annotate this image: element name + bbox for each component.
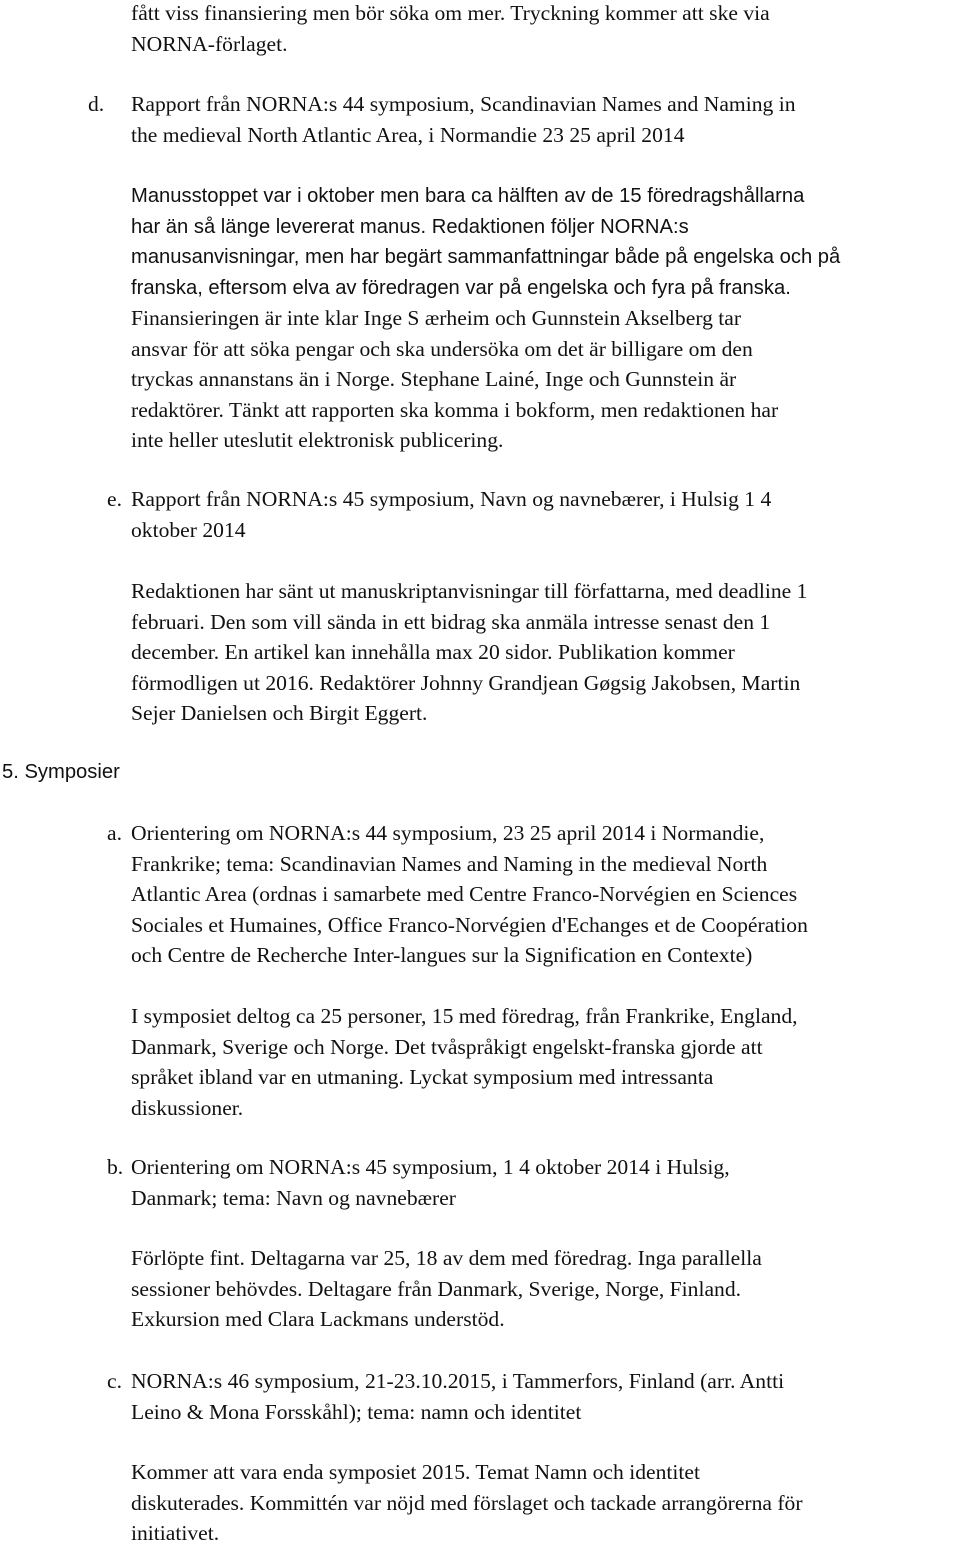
text-line: manusanvisningar, men har begärt sammanfattningar både på engelska och på — [131, 246, 841, 269]
text-line: och Centre de Recherche Inter-langues sur la Signification en Contexte) — [131, 943, 753, 968]
item-c-body — [131, 1457, 803, 1549]
continuation-paragraph — [131, 0, 770, 59]
text-line: Kommer att vara enda symposiet 2015. Temat Namn och identitet — [131, 1460, 700, 1484]
text-line: Danmark; tema: Navn og navnebærer — [131, 1185, 456, 1210]
text-line: redaktörer. Tänkt att rapporten ska komma i bokform, men redaktionen har — [131, 397, 779, 422]
list-marker-b: b. — [107, 1155, 124, 1179]
item-d-heading — [131, 89, 796, 150]
list-marker-c: c. — [107, 1369, 122, 1393]
list-marker-a: a. — [107, 821, 122, 845]
list-marker-e: e. — [107, 487, 122, 511]
text-line: diskuterades. Kommittén var nöjd med förslaget och tackade arrangörerna för — [131, 1490, 803, 1515]
text-line: Rapport från NORNA:s 45 symposium, Navn og navnebærer, i Hulsig 1 4 — [131, 487, 772, 511]
item-d-body-sans — [131, 181, 840, 303]
text-line: Redaktionen har sänt ut manuskriptanvisningar till författarna, med deadline 1 — [131, 579, 808, 603]
text-line: Atlantic Area (ordnas i samarbete med Centre Franco-Norvégien en Sciences — [131, 882, 798, 907]
text-line: sessioner behövdes. Deltagare från Danmark, Sverige, Norge, Finland. — [131, 1276, 742, 1301]
item-c-heading — [131, 1366, 784, 1427]
text-line: Förlöpte fint. Deltagarna var 25, 18 av dem med föredrag. Inga parallella — [131, 1246, 762, 1270]
section-heading: 5. Symposier — [2, 761, 120, 783]
text-line: initiativet. — [131, 1521, 220, 1546]
text-line: Manusstoppet var i oktober men bara ca hälften av de 15 föredragshållarna — [131, 185, 805, 207]
text-line: Finansieringen är inte klar Inge S ærheim och Gunnstein Akselberg tar — [131, 306, 742, 330]
text-line: ansvar för att söka pengar och ska undersöka om det är billigare om den — [131, 336, 753, 361]
text-line: inte heller uteslutit elektronisk publicering. — [131, 428, 504, 453]
text-line: Rapport från NORNA:s 44 symposium, Scandinavian Names and Naming in — [131, 92, 796, 116]
text-line: Orientering om NORNA:s 44 symposium, 23 25 april 2014 i Normandie, — [131, 821, 765, 845]
item-b-body — [131, 1243, 762, 1335]
item-a-body — [131, 1001, 798, 1123]
item-e-heading — [131, 484, 771, 545]
text-line: Leino & Mona Forsskåhl); tema: namn och identitet — [131, 1399, 582, 1424]
text-line: I symposiet deltog ca 25 personer, 15 med föredrag, från Frankrike, England, — [131, 1004, 798, 1028]
item-a-heading — [131, 818, 808, 971]
text-line: Sociales et Humaines, Office Franco-Norvégien d'Echanges et de Coopération — [131, 912, 808, 937]
text-line: NORNA:s 46 symposium, 21-23.10.2015, i Tammerfors, Finland (arr. Antti — [131, 1369, 785, 1393]
text-line: har än så länge levererat manus. Redaktionen följer NORNA:s — [131, 215, 689, 238]
text-line: förmodligen ut 2016. Redaktörer Johnny Grandjean Gøgsig Jakobsen, Martin — [131, 670, 801, 695]
text-line: språket ibland var en utmaning. Lyckat symposium med intressanta — [131, 1065, 714, 1090]
text-line: the medieval North Atlantic Area, i Normandie 23 25 april 2014 — [131, 122, 685, 147]
item-e-body — [131, 576, 807, 729]
text-line: oktober 2014 — [131, 517, 246, 542]
text-line: februari. Den som vill sända in ett bidrag ska anmäla intresse senast den 1 — [131, 609, 771, 634]
text-line: franska, eftersom elva av föredragen var på engelska och fyra på franska. — [131, 276, 791, 299]
list-marker-d: d. — [88, 92, 105, 116]
text-line: Danmark, Sverige och Norge. Det tvåspråkigt engelskt-franska gjorde att — [131, 1034, 763, 1059]
text-line: Exkursion med Clara Lackmans understöd. — [131, 1307, 505, 1332]
text-line: Orientering om NORNA:s 45 symposium, 1 4 oktober 2014 i Hulsig, — [131, 1155, 730, 1179]
text-line: Sejer Danielsen och Birgit Eggert. — [131, 701, 428, 726]
text-line: fått viss finansiering men bör söka om mer. Tryckning kommer att ske via — [131, 1, 770, 25]
text-line: tryckas annanstans än i Norge. Stephane Lainé, Inge och Gunnstein är — [131, 367, 737, 392]
item-b-heading — [131, 1152, 730, 1213]
text-line: Frankrike; tema: Scandinavian Names and Naming in the medieval North — [131, 851, 768, 876]
text-line: NORNA-förlaget. — [131, 31, 288, 56]
item-d-body-serif — [131, 303, 778, 456]
text-line: diskussioner. — [131, 1095, 244, 1120]
text-line: december. En artikel kan innehålla max 20 sidor. Publikation kommer — [131, 640, 735, 665]
